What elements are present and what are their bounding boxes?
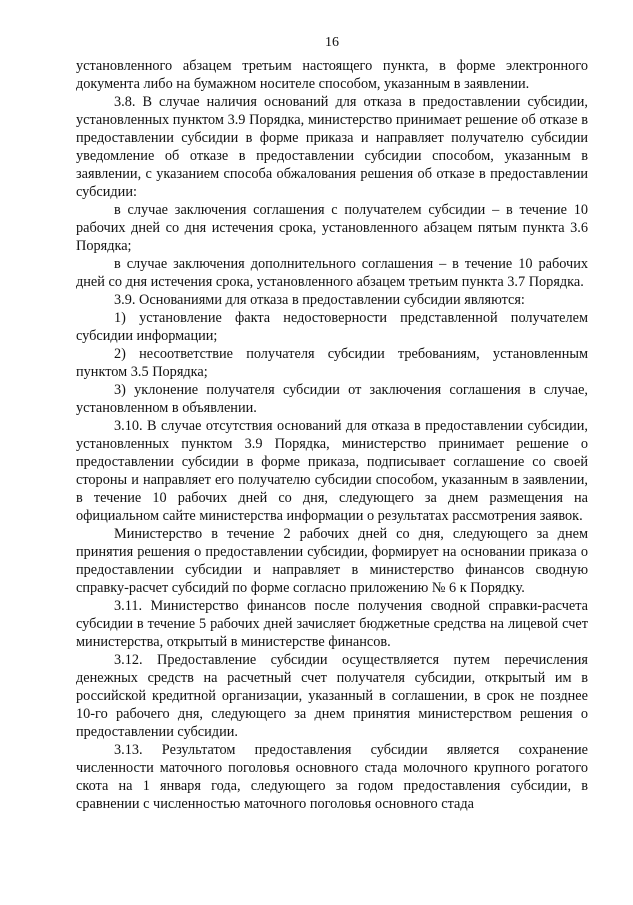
- paragraph: 2) несоответствие получателя субсидии требованиям, установленным пунктом 3.5 Порядка;: [76, 346, 588, 380]
- paragraph: 3.10. В случае отсутствия оснований для отказа в предоставлении субсидии, установленных пунктом 3.9 Порядка, министерство принимает решение о предоставлении субсидии в форме приказа, подписывает соглашение со своей стороны и направляет его получателю субсидии способом, указанным в заявлении, в течение 10 рабочих дней со дня, следующего за днем размещения на официальном сайте министерства информации о результатах рассмотрения заявок.: [76, 418, 588, 524]
- document-body: [76, 57, 588, 813]
- page-number: 16: [325, 35, 339, 50]
- paragraph: в случае заключения соглашения с получателем субсидии – в течение 10 рабочих дней со дня истечения срока, установленного абзацем пятым пункта 3.6 Порядка;: [76, 202, 588, 254]
- paragraph: 3.8. В случае наличия оснований для отказа в предоставлении субсидии, установленных пунктом 3.9 Порядка, министерство принимает решение об отказе в предоставлении субсидии в форме приказа и направляет получателю субсидии уведомление об отказе в предоставлении субсидии способом, указанным в заявлении, с указанием способа обжалования решения об отказе в предоставлении субсидии:: [76, 94, 588, 200]
- paragraph: в случае заключения дополнительного соглашения – в течение 10 рабочих дней со дня истечения срока, установленного абзацем третьим пункта 3.7 Порядка.: [76, 256, 588, 290]
- paragraph: установленного абзацем третьим настоящего пункта, в форме электронного документа либо на бумажном носителе способом, указанным в заявлении.: [76, 58, 588, 92]
- paragraph: 3.9. Основаниями для отказа в предоставлении субсидии являются:: [114, 292, 525, 308]
- paragraph: 3.13. Результатом предоставления субсидии является сохранение численности маточного поголовья основного стада молочного крупного рогатого скота на 1 января года, следующего за годом предоставления субсидии, в сравнении с численностью маточного поголовья основного стада: [76, 742, 588, 812]
- paragraph: 3.11. Министерство финансов после получения сводной справки-расчета субсидии в течение 5 рабочих дней зачисляет бюджетные средства на лицевой счет министерства, открытый в министерстве финансов.: [76, 598, 588, 650]
- paragraph: Министерство в течение 2 рабочих дней со дня, следующего за днем принятия решения о предоставлении субсидии, формирует на основании приказа о предоставлении субсидии и направляет в министерство финансов сводную справку-расчет субсидий по форме согласно приложению № 6 к Порядку.: [76, 526, 588, 596]
- paragraph: 3) уклонение получателя субсидии от заключения соглашения в случае, установленном в объявлении.: [76, 382, 588, 416]
- paragraph: 3.12. Предоставление субсидии осуществляется путем перечисления денежных средств на расчетный счет получателя субсидии, открытый им в российской кредитной организации, указанный в соглашении, в срок не позднее 10-го рабочего дня, следующего за днем принятия министерством решения о предоставлении субсидии.: [76, 652, 588, 740]
- paragraph: 1) установление факта недостоверности представленной получателем субсидии информации;: [76, 310, 588, 344]
